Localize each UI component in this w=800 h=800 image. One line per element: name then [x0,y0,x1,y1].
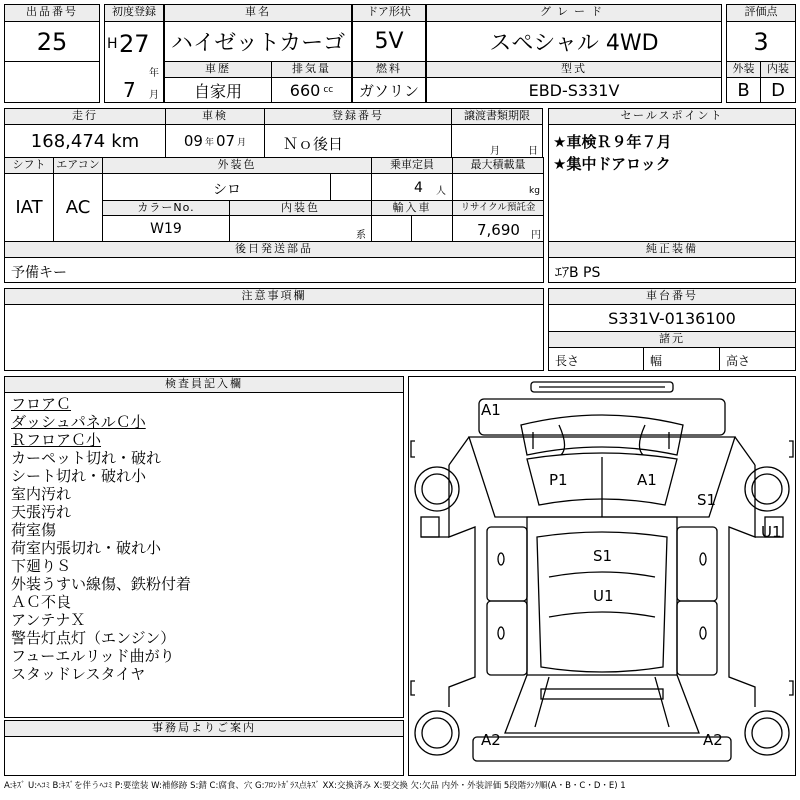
era: H [107,36,118,52]
genuine-box [548,257,796,283]
recycle-unit: 円 [531,230,541,241]
later-parts-label: 後日発送部品 [4,241,544,258]
score-label: 評価点 [726,4,796,22]
grade-value: スペシャル 4WD [426,21,722,62]
inspector-box [4,392,404,718]
legend-footer: A:ｷｽﾞ U:ﾍｺﾐ B:ｷｽﾞを伴うﾍｺﾐ P:要塗装 W:補修跡 S:錆 C:腐食、穴 G:ﾌﾛﾝﾄｶﾞﾗｽ点ｷｽﾞ XX:交換済み X:要交換 欠:欠品 内外・外装評価 5段階ﾗﾝｸ順(A・B・C・D・E) 1 [4,781,626,791]
import-label: 輸入車 [371,200,453,216]
insp-year: 09 [183,132,203,150]
reg-year: 27 [119,30,150,58]
lot-label: 出品番号 [4,4,100,22]
recycle-box [452,215,544,242]
inspector-label: 検査員記入欄 [4,376,404,393]
lot-number: 25 [4,21,100,62]
mileage-box [4,124,166,158]
shift-value: IAT [4,173,54,242]
cautions-label: 注意事項欄 [4,288,544,305]
shift-label: シフト [4,157,54,174]
reg-month: 7 [123,78,136,102]
reg-no-label: 登録番号 [264,108,452,125]
note-line: 荷室傷 [11,521,57,539]
note-line: 外装うすい線傷、鉄粉付着 [11,575,192,593]
int-color-label: 内装色 [229,200,372,216]
ac-label: エアコン [53,157,103,174]
model-label: 車名 [164,4,352,22]
transfer-month-unit: 月 [490,146,500,157]
sales-points-box [548,124,796,242]
fuel-value: ガソリン [352,77,426,103]
import-box-left [371,215,412,242]
dims-height-box [719,347,796,371]
ac-value: AC [53,173,103,242]
import-box-right [411,215,453,242]
color-no-value: W19 [102,215,230,242]
transfer-box [451,124,543,158]
damage-mark-a2-right: A2 [703,731,723,749]
int-color-box [229,215,372,242]
ext-label: 外装 [726,61,761,78]
first-reg-label: 初度登録 [104,4,164,22]
chassis-label: 車台番号 [548,288,796,305]
insp-month: 07 [216,132,236,150]
dims-width: 幅 [650,354,663,368]
transfer-day-unit: 日 [528,146,538,157]
displacement-value: 660 [289,80,321,100]
chassis-value: S331V-0136100 [548,304,796,332]
transfer-label: 譲渡書類期限 [451,108,543,125]
mileage-label: 走行 [4,108,166,125]
doors-value: 5V [352,21,426,62]
color-extra-box [330,173,372,201]
history-label: 車歴 [164,61,272,78]
inspection-box [165,124,265,158]
load-label: 最大積載量 [452,157,544,174]
genuine-value: ｴｱB PS [555,265,601,281]
damage-mark-u1-right: U1 [761,523,782,541]
car-outline-diagram [409,377,795,775]
doors-label: ドア形状 [352,4,426,22]
recycle-label: リサイクル預託金 [452,200,544,216]
int-value: D [760,77,796,103]
reg-month-unit: 月 [149,90,159,101]
score-value: 3 [726,21,796,62]
note-line: ＡＣ不良 [11,593,72,611]
inspector-notes [11,395,191,683]
int-label: 内装 [760,61,796,78]
sales-point-line: ★集中ドアロック [553,155,671,173]
note-line: ＲフロアＣ小 [11,431,102,449]
office-box [4,736,404,776]
dims-width-box [643,347,720,371]
capacity-box [371,173,453,201]
int-color-unit: 系 [356,230,366,241]
mileage-value: 168,474 [30,130,106,152]
later-parts-value: 予備キー [11,265,67,281]
damage-mark-s1-right: S1 [697,491,717,509]
damage-mark-a1-top: A1 [481,401,501,419]
note-line: アンテナＸ [11,611,86,629]
dims-label: 諸元 [548,331,796,348]
dims-length: 長さ [555,354,580,368]
cautions-box [4,304,544,371]
later-parts-box [4,257,544,283]
damage-mark-u1-center: U1 [593,587,614,605]
recycle-value: 7,690 [477,221,520,239]
color-value: シロ [213,182,241,198]
grade-label: グレード [426,4,722,22]
capacity-value: 4 [414,180,423,196]
fuel-label: 燃料 [352,61,426,78]
capacity-label: 乗車定員 [371,157,453,174]
type-label: 型式 [426,61,722,78]
damage-mark-p1: P1 [549,471,568,489]
note-line: ダッシュパネルＣ小 [11,413,146,431]
load-unit: kg [529,186,540,196]
insp-month-unit: 月 [237,137,247,148]
damage-mark-s1-center: S1 [593,547,613,565]
reg-no-value: Ｎｏ後日 [283,135,344,153]
damage-diagram [408,376,796,776]
type-value: EBD-S331V [426,77,722,103]
note-line: シート切れ・破れ小 [11,467,147,485]
first-reg-box [104,21,164,103]
note-line: 荷室内張切れ・破れ小 [11,539,162,557]
capacity-unit: 人 [436,186,446,197]
color-box [102,173,331,201]
history-value: 自家用 [164,77,272,103]
dims-length-box [548,347,644,371]
damage-mark-a1: A1 [637,471,657,489]
insp-year-unit: 年 [204,137,214,148]
ext-value: B [726,77,761,103]
lot-blank [4,61,100,103]
reg-no-box [264,124,452,158]
mileage-unit: km [111,130,140,152]
displacement-label: 排気量 [271,61,352,78]
note-line: 警告灯点灯（エンジン） [11,629,176,647]
sales-points-label: セールスポイント [548,108,796,125]
sales-point-line: ★車検Ｒ９年７月 [553,133,672,151]
note-line: 天張汚れ [11,503,72,521]
damage-mark-a2-left: A2 [481,731,501,749]
dims-height: 高さ [726,354,751,368]
note-line: フューエルリッド曲がり [11,647,175,665]
note-line: フロアＣ [11,395,72,413]
reg-year-unit: 年 [149,68,159,79]
note-line: スタッドレスタイヤ [11,665,146,683]
displacement-unit: cc [323,85,334,95]
color-label: 外装色 [102,157,372,174]
displacement-box [271,77,352,103]
genuine-label: 純正装備 [548,241,796,258]
note-line: 下廻りＳ [11,557,72,575]
inspection-label: 車検 [165,108,265,125]
note-line: カーペット切れ・破れ [11,449,162,467]
color-no-label: カラーNo. [102,200,230,216]
office-label: 事務局よりご案内 [4,720,404,737]
load-box [452,173,544,201]
model-name: ハイゼットカーゴ [164,21,352,62]
note-line: 室内汚れ [11,485,72,503]
